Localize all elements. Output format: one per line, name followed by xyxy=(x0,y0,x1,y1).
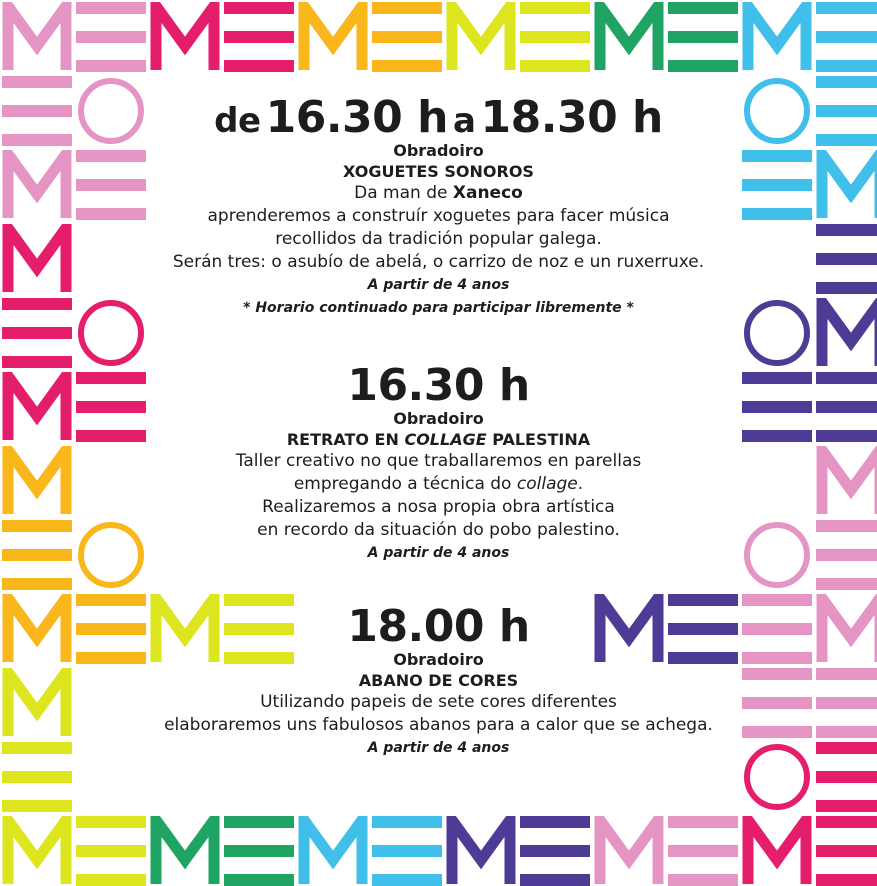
time-start: 16.30 h xyxy=(265,92,448,143)
age-note: A partir de 4 anos xyxy=(367,740,510,756)
e-glyph-icon xyxy=(816,2,877,72)
session-title xyxy=(100,429,777,450)
m-glyph-icon xyxy=(2,668,72,738)
description-line xyxy=(100,473,777,496)
line-italic: collage xyxy=(516,474,578,494)
m-glyph-icon xyxy=(742,2,812,72)
title-italic: COLLAGE xyxy=(404,430,487,449)
m-glyph-icon xyxy=(150,816,220,886)
session-type: Obradoiro xyxy=(393,409,484,428)
author-prefix: Da man de xyxy=(354,183,448,203)
e-glyph-icon xyxy=(224,816,294,886)
e-glyph-icon xyxy=(76,816,146,886)
m-glyph-icon xyxy=(446,816,516,886)
e-glyph-icon xyxy=(2,742,72,812)
m-glyph-icon xyxy=(816,298,877,368)
e-glyph-icon xyxy=(2,298,72,368)
m-glyph-icon xyxy=(2,372,72,442)
e-glyph-icon xyxy=(2,520,72,590)
m-glyph-icon xyxy=(742,816,812,886)
title-part: RETRATO EN xyxy=(286,430,399,449)
e-glyph-icon xyxy=(372,2,442,72)
e-glyph-icon xyxy=(816,372,877,442)
m-glyph-icon xyxy=(2,594,72,664)
e-glyph-icon xyxy=(372,816,442,886)
line-suffix: . xyxy=(577,474,584,494)
session-author-line xyxy=(100,182,777,205)
age-note: A partir de 4 anos xyxy=(367,277,510,293)
schedule-note: * Horario continuado para participar libremente * xyxy=(243,300,634,316)
description-line: Utilizando papeis de sete cores diferentes xyxy=(260,692,617,712)
description-line: en recordo da situación do pobo palestino. xyxy=(257,520,620,540)
description-line: recollidos da tradición popular galega. xyxy=(275,229,602,249)
session-abano-de-cores xyxy=(100,601,777,760)
description-line: aprenderemos a construír xoguetes para facer música xyxy=(207,206,670,226)
m-glyph-icon xyxy=(298,816,368,886)
time-start: 16.30 h xyxy=(347,360,530,411)
description-line: Realizaremos a nosa propia obra artística xyxy=(262,497,615,517)
schedule-content xyxy=(100,92,777,760)
description-line: Taller creativo no que traballaremos en parellas xyxy=(235,451,642,471)
session-retrato-collage xyxy=(100,360,777,565)
time-end: 18.30 h xyxy=(480,92,663,143)
session-xoguetes-sonoros xyxy=(100,92,777,320)
line-prefix: empregando a técnica do xyxy=(293,474,512,494)
m-glyph-icon xyxy=(2,446,72,516)
e-glyph-icon xyxy=(816,742,877,812)
time-connector: a xyxy=(453,101,476,141)
m-glyph-icon xyxy=(816,446,877,516)
e-glyph-icon xyxy=(816,668,877,738)
age-note: A partir de 4 anos xyxy=(367,545,510,561)
e-glyph-icon xyxy=(816,520,877,590)
session-time xyxy=(100,92,777,143)
e-glyph-icon xyxy=(76,2,146,72)
m-glyph-icon xyxy=(2,150,72,220)
description-line: Serán tres: o asubío de abelá, o carrizo de noz e un ruxerruxe. xyxy=(172,252,705,272)
session-type: Obradoiro xyxy=(393,650,484,669)
e-glyph-icon xyxy=(668,816,738,886)
e-glyph-icon xyxy=(2,76,72,146)
m-glyph-icon xyxy=(2,816,72,886)
e-glyph-icon xyxy=(668,2,738,72)
session-type: Obradoiro xyxy=(393,141,484,160)
session-time xyxy=(100,360,777,411)
title-part: PALESTINA xyxy=(492,430,591,449)
m-glyph-icon xyxy=(816,594,877,664)
author-name: Xaneco xyxy=(452,183,523,203)
e-glyph-icon xyxy=(224,2,294,72)
e-glyph-icon xyxy=(816,816,877,886)
session-title: XOGUETES SONOROS xyxy=(343,162,534,181)
e-glyph-icon xyxy=(520,816,590,886)
e-glyph-icon xyxy=(816,76,877,146)
time-prefix: de xyxy=(214,101,261,141)
m-glyph-icon xyxy=(594,816,664,886)
m-glyph-icon xyxy=(816,150,877,220)
description-line: elaboraremos uns fabulosos abanos para a calor que se achega. xyxy=(164,715,713,735)
m-glyph-icon xyxy=(2,224,72,294)
e-glyph-icon xyxy=(520,2,590,72)
time-start: 18.00 h xyxy=(347,601,530,652)
m-glyph-icon xyxy=(298,2,368,72)
m-glyph-icon xyxy=(2,2,72,72)
e-glyph-icon xyxy=(816,224,877,294)
m-glyph-icon xyxy=(150,2,220,72)
m-glyph-icon xyxy=(446,2,516,72)
session-time xyxy=(100,601,777,652)
session-title: ABANO DE CORES xyxy=(358,671,519,690)
m-glyph-icon xyxy=(594,2,664,72)
